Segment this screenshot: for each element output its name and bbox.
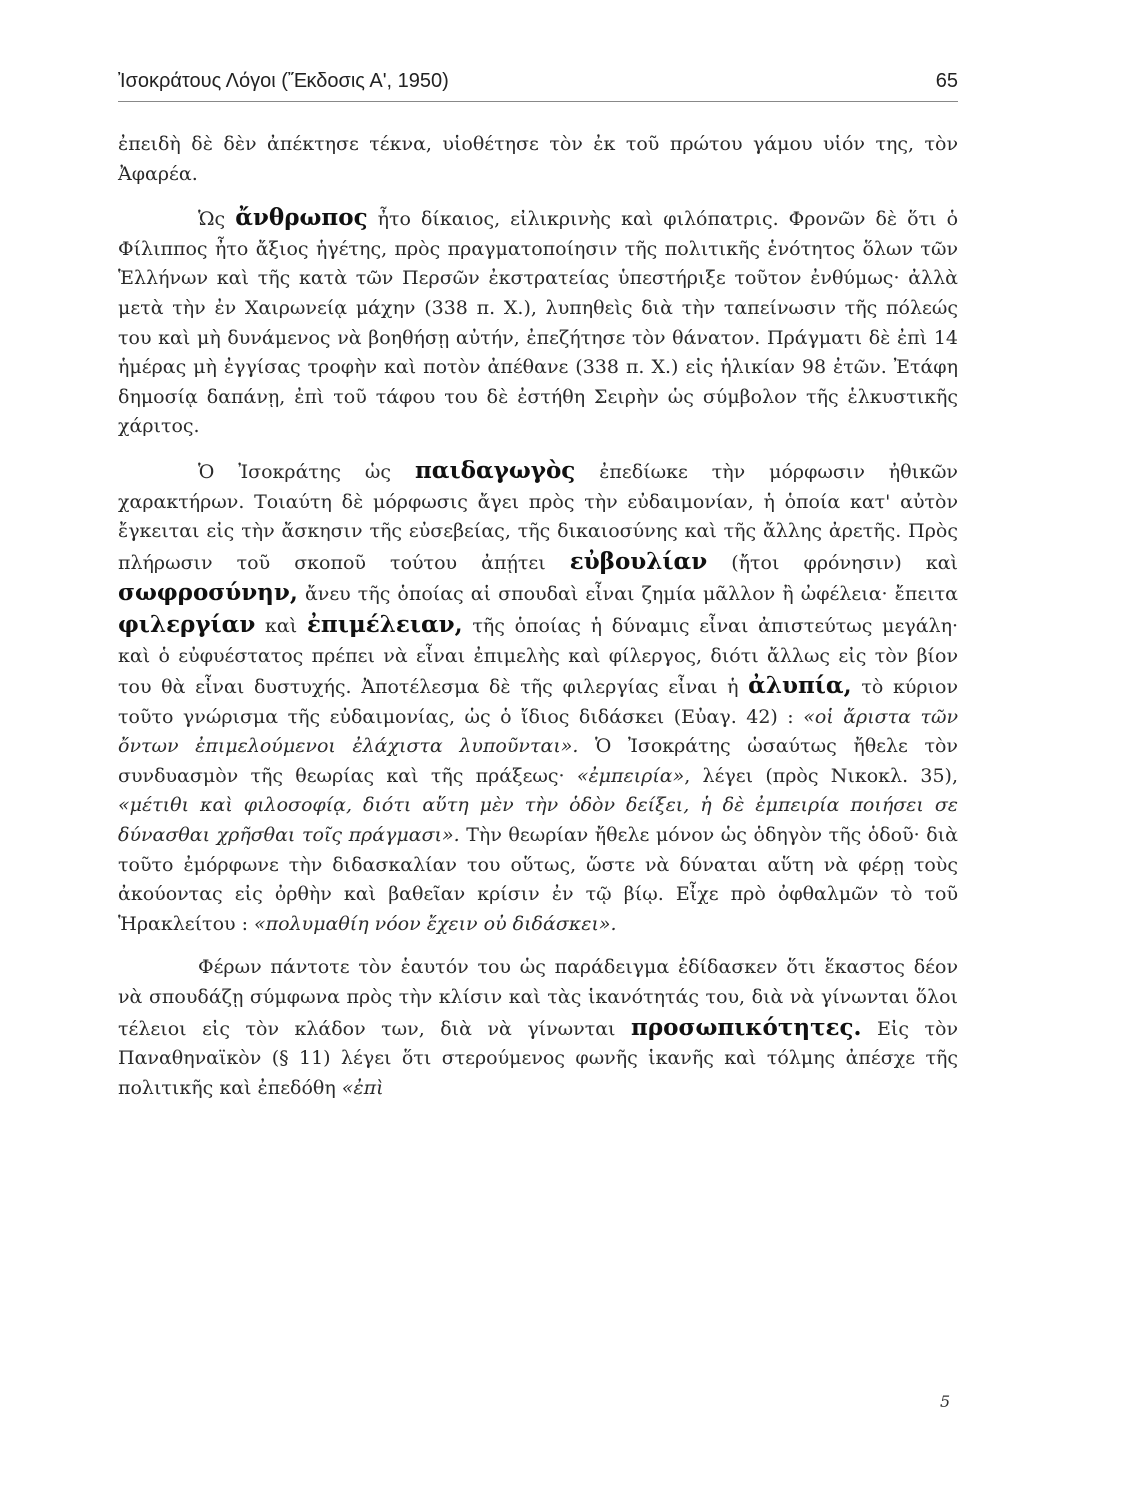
text-run: Ὁ Ἰσοκράτης ὡσαύτως ἤθελε τὸν συνδυασμὸν τῆς θεωρίας καὶ τῆς πράξεως· bbox=[118, 735, 958, 787]
header-rule bbox=[118, 101, 958, 102]
quotation: «ἐπὶ bbox=[341, 1076, 384, 1099]
text-run: ἐπεδίωκε τὴν μόρφωσιν ἠθικῶν χαρακτήρων. Τοιαύτη δὲ μόρφωσις ἄγει πρὸς τὴν εὐδαιμονίαν, ἡ ὁποία κατ' αὐτὸν ἔγκειται εἰς τὴν ἄσκησιν τῆς εὐσεβείας, τῆς δικαιοσύνης καὶ τῆς ἄλλης ἀρετῆς. Πρὸς πλήρωσιν τοῦ σκοποῦ τούτου ἀπῄτει bbox=[118, 460, 958, 574]
paragraph-1 bbox=[118, 130, 958, 189]
text-run: Ὁ Ἰσοκράτης ὡς bbox=[198, 460, 415, 483]
text-run: (ἤτοι φρόνησιν) καὶ bbox=[707, 551, 958, 574]
emphasized-term: ἀλυπία, bbox=[748, 672, 852, 700]
text-run: τὸ κύριον τοῦτο γνώρισμα τῆς εὐδαιμονίας, ὡς ὁ ἴδιος διδάσκει (Εὐαγ. 42) : bbox=[118, 676, 958, 728]
text-run: Ὡς bbox=[198, 208, 236, 231]
quotation: «μέτιθι καὶ φιλοσοφίᾳ, διότι αὕτη μὲν τὴν ὁδὸν δείξει, ἡ δὲ ἐμπειρία ποιήσει σε δύνασθαι χρῆσθαι τοῖς πράγμασι». bbox=[118, 794, 958, 847]
emphasized-term: εὐβουλίαν bbox=[569, 547, 708, 575]
signature-mark: 5 bbox=[940, 1392, 951, 1411]
emphasized-term: προσωπικότητες. bbox=[631, 1013, 862, 1041]
running-title: Ἰσοκράτους Λόγοι (Ἔκδοσις Α', 1950) bbox=[118, 70, 449, 92]
paragraph-3 bbox=[118, 456, 958, 940]
emphasized-term: φιλεργίαν bbox=[118, 610, 256, 638]
body-text bbox=[118, 130, 958, 1103]
quotation: «πολυμαθίη νόον ἔχειν οὐ διδάσκει». bbox=[254, 912, 617, 935]
emphasized-term: σωφροσύνην, bbox=[118, 579, 298, 607]
text-run: τῆς ὁποίας ἡ δύναμις εἶναι ἀπιστεύτως μεγάλη· καὶ ὁ εὐφυέστατος πρέπει νὰ εἶναι ἐπιμελὴς καὶ φίλεργος, διότι ἄλλως εἰς τὸν βίον του θὰ εἶναι δυστυχής. Ἀποτέλεσμα δὲ τῆς φιλεργίας εἶναι ἡ bbox=[118, 614, 959, 699]
emphasized-term: ἄνθρωπος bbox=[235, 204, 368, 232]
page-number: 65 bbox=[935, 70, 958, 92]
paragraph-4 bbox=[118, 953, 958, 1103]
emphasized-term: ἐπιμέλειαν, bbox=[306, 610, 463, 638]
running-header bbox=[118, 70, 958, 93]
quotation: «οἱ ἄριστα τῶν ὄντων ἐπιμελούμενοι ἐλάχιστα λυποῦνται». bbox=[118, 705, 958, 758]
text-run: Τὴν θεωρίαν ἤθελε μόνον ὡς ὁδηγὸν τῆς ὁδοῦ· διὰ τοῦτο ἐμόρφωνε τὴν διδασκαλίαν του οὕτως, ὥστε νὰ δύναται αὕτη νὰ φέρῃ τοὺς ἀκούοντας εἰς ὀρθὴν καὶ βαθεῖαν κρίσιν ἐν τῷ βίῳ. Εἶχε πρὸ ὀφθαλμῶν τὸ τοῦ Ἡρακλείτου : bbox=[118, 824, 958, 935]
text-run: Εἰς τὸν Παναθηναϊκὸν (§ 11) λέγει ὅτι στερούμενος φωνῆς ἱκανῆς καὶ τόλμης ἀπέσχε τῆς πολιτικῆς καὶ ἐπεδόθη bbox=[118, 1017, 959, 1099]
emphasized-term: παιδαγωγὸς bbox=[414, 456, 576, 484]
text-run: καὶ bbox=[255, 614, 307, 637]
text-run: Φέρων πάντοτε τὸν ἑαυτόν του ὡς παράδειγμα ἐδίδασκεν ὅτι ἕκαστος δέον νὰ σπουδάζῃ σύμφωνα πρὸς τὴν κλίσιν καὶ τὰς ἱκανότητάς του, διὰ νὰ γίνωνται ὅλοι τέλειοι εἰς τὸν κλάδον των, διὰ νὰ γίνωνται bbox=[118, 956, 958, 1040]
text-run: ἄνευ τῆς ὁποίας αἱ σπουδαὶ εἶναι ζημία μᾶλλον ἢ ὠφέλεια· ἔπειτα bbox=[297, 583, 958, 606]
text-run: ἐπειδὴ δὲ δὲν ἀπέκτησε τέκνα, υἱοθέτησε τὸν ἐκ τοῦ πρώτου γάμου υἱόν της, τὸν Ἀφαρέα. bbox=[118, 133, 958, 185]
text-run: ἦτο δίκαιος, εἰλικρινὴς καὶ φιλόπατρις. Φρονῶν δὲ ὅτι ὁ Φίλιππος ἦτο ἄξιος ἡγέτης, πρὸς πραγματοποίησιν τῆς πολιτικῆς ἑνότητος ὅλων τῶν Ἑλλήνων καὶ τῆς κατὰ τῶν Περσῶν ἐκστρατείας ὑπεστήριξε τοῦτον ἐνθύμως· ἀλλὰ μετὰ τὴν ἐν Χαιρωνείᾳ μάχην (338 π. Χ.), λυπηθεὶς διὰ τὴν ταπείνωσιν τῆς πόλεώς του καὶ μὴ δυνάμενος νὰ βοηθήσῃ αὐτήν, ἐπεζήτησε τὸν θάνατον. Πράγματι δὲ ἐπὶ 14 ἡμέρας μὴ ἐγγίσας τροφὴν καὶ ποτὸν ἀπέθανε (338 π. Χ.) εἰς ἡλικίαν 98 ἐτῶν. Ἐτάφη δημοσίᾳ δαπάνῃ, ἐπὶ τοῦ τάφου του δὲ ἐστήθη Σειρὴν ὡς σύμβολον τῆς ἑλκυστικῆς χάριτος. bbox=[118, 208, 959, 438]
paragraph-2 bbox=[118, 203, 958, 442]
quotation: «ἐμπειρία» bbox=[576, 764, 685, 787]
text-run: , λέγει (πρὸς Νικοκλ. 35), bbox=[684, 764, 959, 787]
